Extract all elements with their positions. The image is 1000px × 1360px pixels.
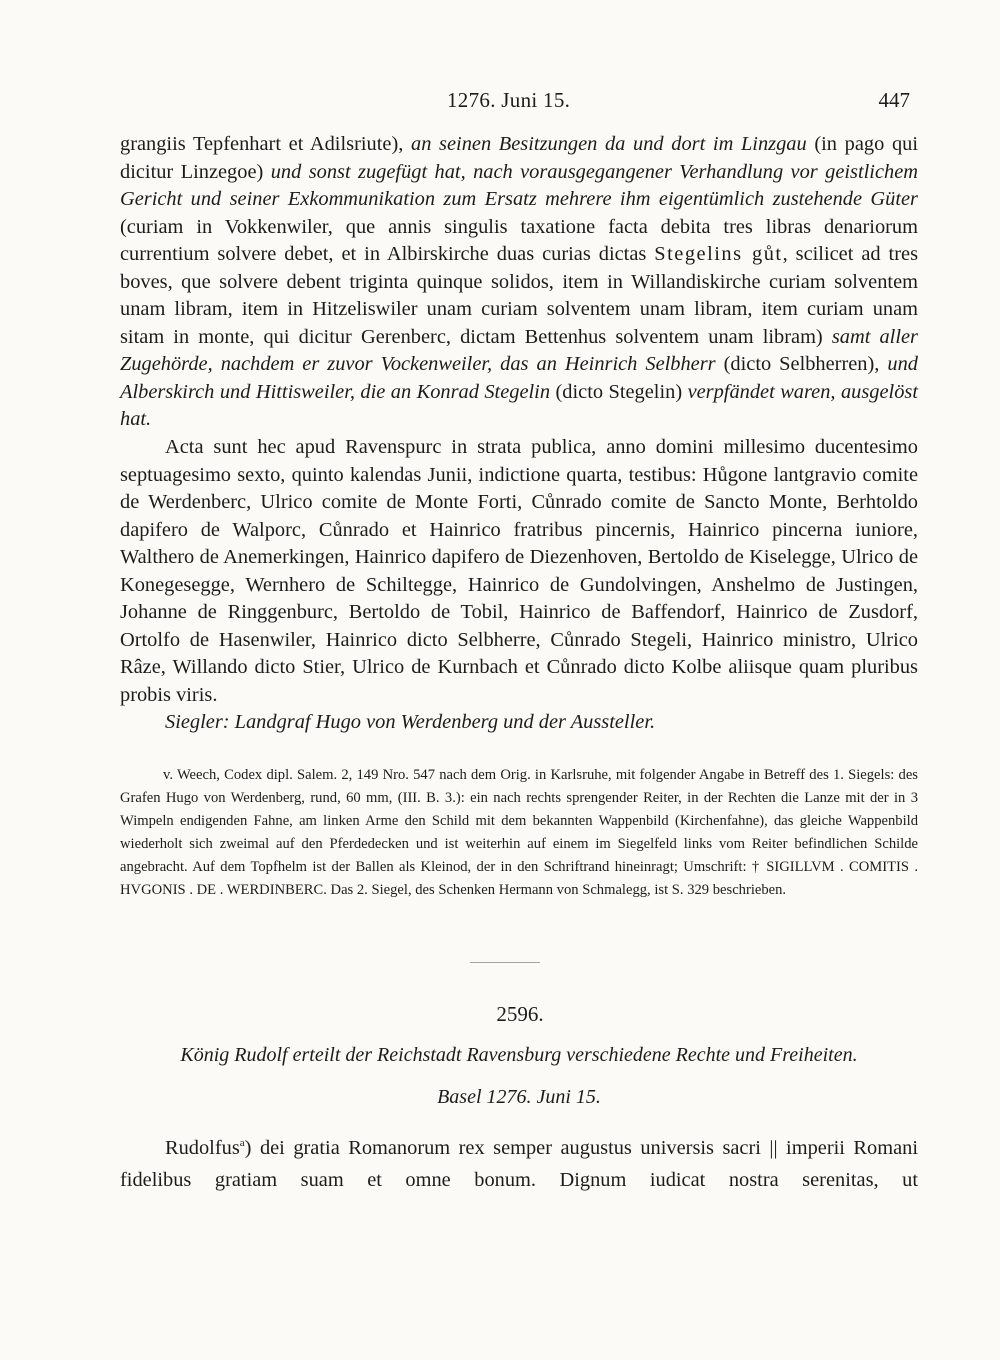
sealers-line: Siegler: Landgraf Hugo von Werdenberg und der Aussteller. bbox=[165, 711, 656, 734]
document-title: König Rudolf erteilt der Reichstadt Ravensburg verschiedene Rechte und Freiheiten. bbox=[180, 1044, 858, 1066]
document-number: 2596. bbox=[496, 1002, 544, 1026]
text-run: , scilicet ad tres boves, que solvere debent triginta quinque solidos, item in Willandiskirche curiam solventem unam libram, item in Hitzeliswiler unam curiam solventem unam libram, item curiam unam sitam in monte, qui dicitur Gerenberc, dictam Bettenhus solventem unam libram) bbox=[120, 243, 919, 348]
text-run: ) bbox=[256, 160, 271, 183]
text-run: grangiis Tepfenhart et Adilsriute), bbox=[120, 133, 411, 155]
german-regest-run: verpfändet waren, ausgelöst hat. bbox=[120, 380, 918, 431]
document-date: Basel 1276. Juni 15. bbox=[437, 1086, 601, 1108]
spaced-name-run: Stegelins gůt bbox=[654, 243, 783, 266]
text-run: Rudolfus bbox=[165, 1136, 240, 1159]
document-opening-text bbox=[120, 1127, 918, 1196]
running-head-date: 1276. Juni 15. bbox=[447, 88, 571, 112]
text-run: ) dei gratia Romanorum rex semper augustus universis sacri || imperii Romani fidelibus gratiam suam et omne bonum. Dignum iudicat nostra serenitas, ut bbox=[120, 1136, 918, 1191]
opening-paragraph bbox=[120, 1127, 918, 1196]
footnote-marker: a bbox=[239, 1137, 245, 1149]
text-run: (in pago qui dicitur Linzegoe bbox=[120, 133, 918, 183]
german-regest-run: samt aller Zugehörde, nachdem er zuvor Vockenweiler, das an Heinrich Selbherr bbox=[120, 325, 918, 376]
paragraph-witnesses: Acta sunt hec apud Ravenspurc in strata publica, anno domini millesimo ducentesimo septuagesimo sexto, quinto kalendas Junii, indictione quarta, testibus: Hůgone lantgravio comite de Werdenberc, Ulrico comite de Monte Forti, Cůnrado comite de Sancto Monte, Berhtoldo dapifero de Walporc, Cůnrado et Hainrico fratribus pincernis, Hainrico pincerna iuniore, Walthero de Anemerkingen, Hainrico dapifero de Diezenhoven, Bertoldo de Kiselegge, Ulrico de Konegesegge, Wernhero de Schiltegge, Hainrico de Gundolvingen, Anshelmo de Justingen, Johanne de Ringgenburc, Bertoldo de Tobil, Hainrico de Baffendorf, Hainrico de Zusdorf, Ortolfo de Hasenwiler, Hainrico dicto Selbherre, Cůnrado Stegeli, Hainrico ministro, Ulrico Râze, Willando dicto Stier, Ulrico de Kurnbach et Cůnrado dicto Kolbe aliisque quam pluribus probis viris. bbox=[120, 436, 918, 706]
page-number: 447 bbox=[878, 88, 910, 112]
german-regest-run: und Alberskirch und Hittisweiler, die an Konrad Stegelin bbox=[120, 353, 918, 403]
main-text bbox=[120, 131, 918, 737]
running-head bbox=[120, 88, 910, 118]
note-text: v. Weech, Codex dipl. Salem. 2, 149 Nro. 547 nach dem Orig. in Karlsruhe, mit folgender Angabe in Betreff des 1. Siegels: des Grafen Hugo von Werdenberg, rund, 60 mm, (III. B. 3.): ein nach rechts sprengender Reiter, in der Rechten die Lanze mit der in 3 Wimpeln endigenden Fahne, am linken Arme den Schild mit dem bekannten Wappenbild (Kirchenfahne), das gleiche Wappenbild wiederholt sich zweimal auf den Pferdedecken und ist weiterhin auf einem im Siegelfeld links vom Reiter befindlichen Schilde angebracht. Auf dem Topfhelm ist der Ballen als Kleinod, der in den Schriftrand hineinragt; Umschrift: † SIGILLVM . COMITIS . HVGONIS . DE . WERDINBERC. Das 2. Siegel, des Schenken Hermann von Schmalegg, ist S. 329 beschrieben. bbox=[120, 767, 918, 899]
german-regest-run: an seinen Besitzungen da und dort im Linzgau bbox=[411, 133, 807, 155]
text-run: (dicto Selbherren), bbox=[715, 353, 888, 376]
section-divider bbox=[470, 962, 540, 963]
editorial-note bbox=[120, 764, 918, 903]
text-run: (curiam in Vokkenwiler, que annis singulis taxatione facta debita tres libras denariorum currentium solvere debet, et in Albirskirche duas curias dictas bbox=[120, 215, 918, 266]
german-regest-run: und sonst zugefügt hat, nach vorausgegangener Verhandlung vor geistlichem Gericht und seiner Exkommunikation zum Ersatz mehrere ihm eigentümlich zustehende Güter bbox=[120, 160, 918, 211]
text-run: (dicto Stegelin) bbox=[550, 380, 688, 403]
paragraph-regest-continuation bbox=[120, 131, 918, 434]
